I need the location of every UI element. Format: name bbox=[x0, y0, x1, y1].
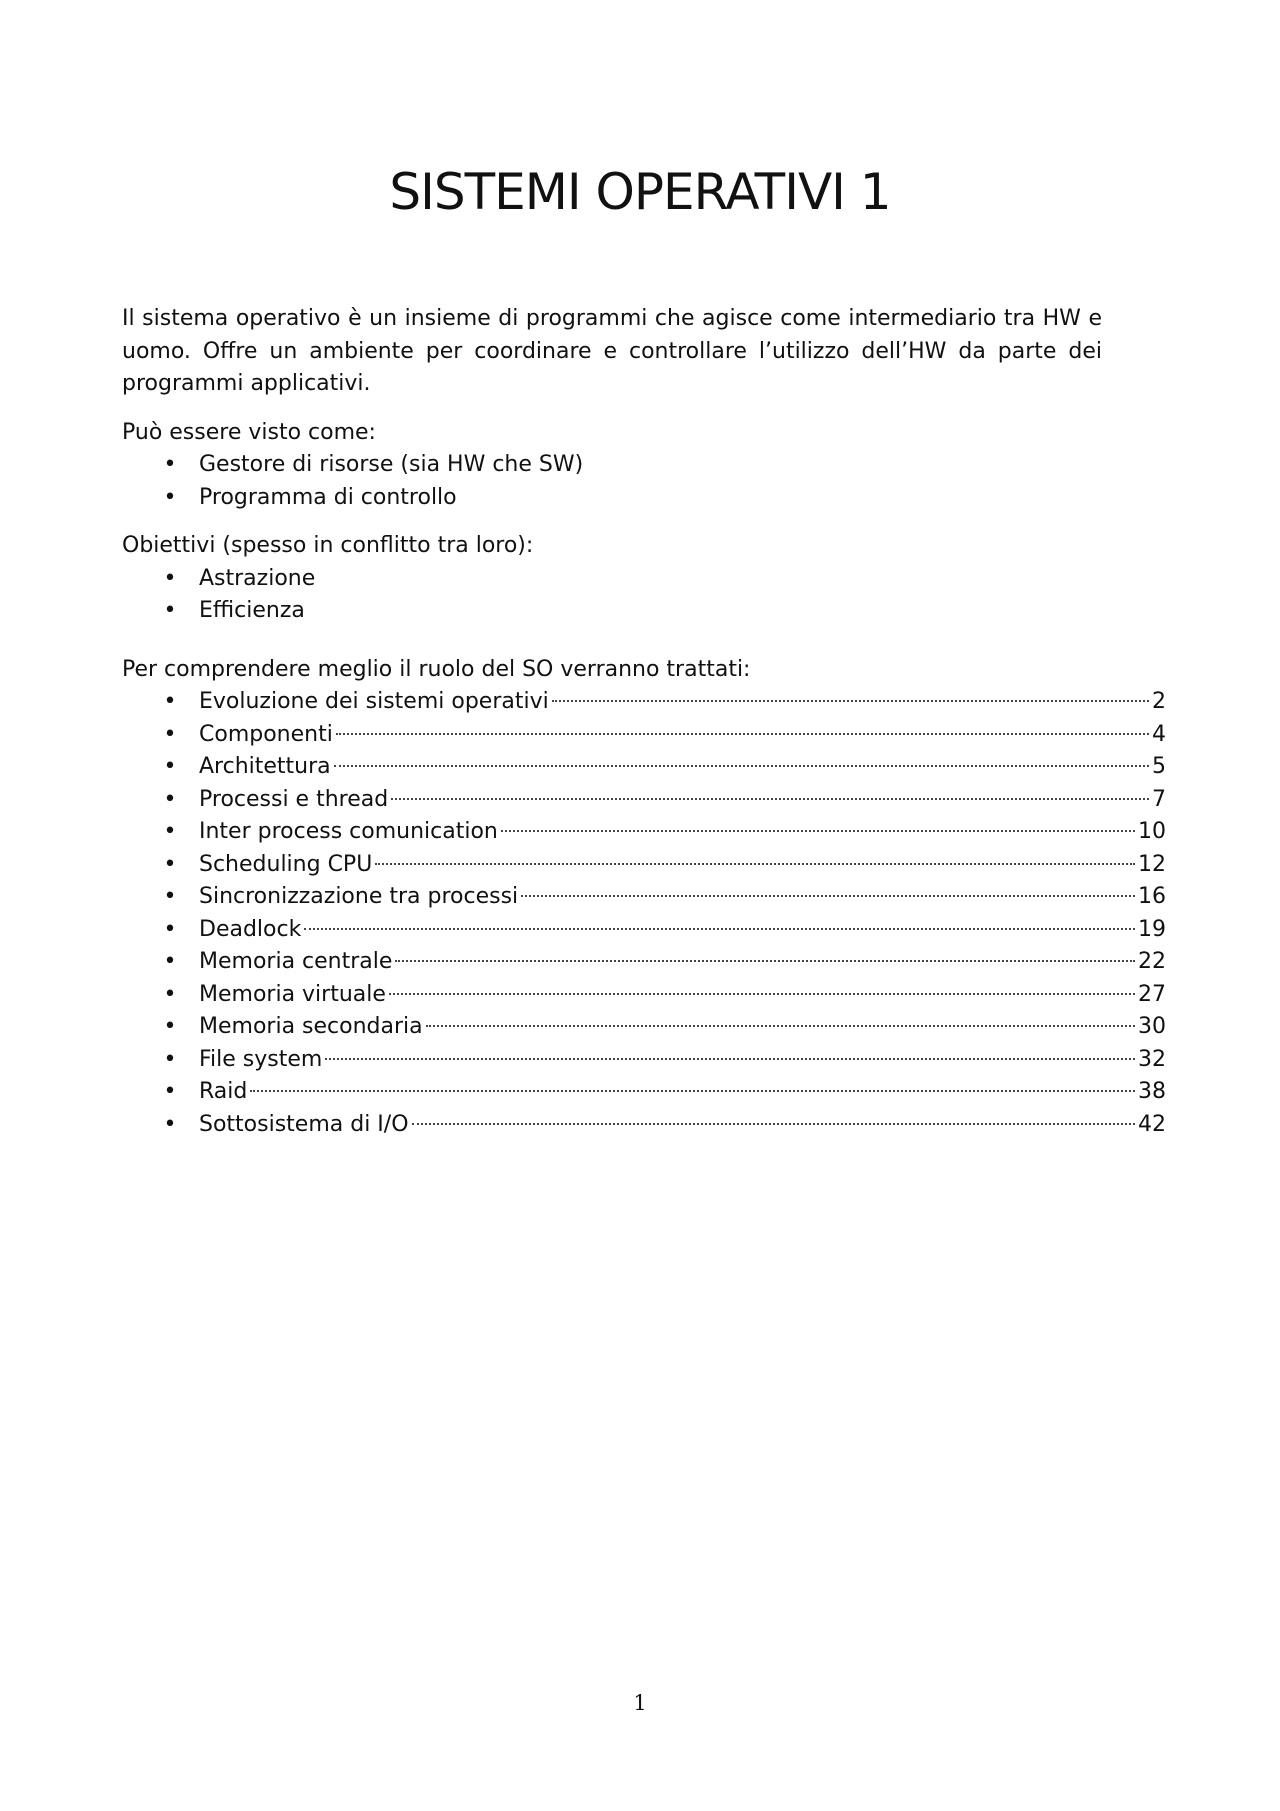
toc-dot-leader bbox=[412, 1123, 1135, 1125]
bullet-icon: • bbox=[163, 452, 177, 477]
bullet-icon: • bbox=[163, 1014, 177, 1039]
list-item bbox=[122, 563, 1166, 596]
toc-entry[interactable] bbox=[122, 881, 1166, 914]
intro-paragraph: Il sistema operativo è un insieme di programmi che agisce come intermediario tra HW e uomo. Offre un ambiente per coordinare e controllare l’utilizzo dell’HW da parte dei programmi applicativi. bbox=[122, 306, 1102, 396]
bullet-icon: • bbox=[163, 565, 177, 591]
toc-dot-leader bbox=[501, 830, 1135, 832]
toc-entry-page: 22 bbox=[1138, 949, 1166, 974]
toc-entry-page: 19 bbox=[1138, 916, 1166, 942]
toc-entry-page: 42 bbox=[1138, 1111, 1166, 1137]
bullet-icon: • bbox=[163, 981, 177, 1007]
toc-entry-title: Evoluzione dei sistemi operativi bbox=[199, 689, 549, 714]
toc-entry-page: 30 bbox=[1138, 1014, 1166, 1039]
views-label: Può essere visto come: bbox=[122, 419, 376, 445]
toc-label: Per comprendere meglio il ruolo del SO verranno trattati: bbox=[122, 656, 751, 682]
toc-entry-page: 27 bbox=[1138, 981, 1166, 1007]
toc-entry-page: 2 bbox=[1152, 689, 1166, 714]
bullet-icon: • bbox=[163, 884, 177, 909]
toc-entry-title: Memoria centrale bbox=[199, 949, 393, 974]
toc-entry-title: Memoria virtuale bbox=[199, 981, 386, 1007]
toc-entry[interactable] bbox=[122, 751, 1166, 784]
toc-dot-leader bbox=[250, 1090, 1135, 1092]
bullet-icon: • bbox=[163, 949, 177, 974]
page-title: SISTEMI OPERATIVI 1 bbox=[389, 163, 891, 221]
list-item-text: Astrazione bbox=[199, 565, 316, 591]
toc-entry[interactable] bbox=[122, 719, 1166, 752]
toc-dot-leader bbox=[304, 928, 1135, 930]
bullet-icon: • bbox=[163, 786, 177, 812]
toc-dot-leader bbox=[375, 863, 1135, 865]
toc-entry[interactable] bbox=[122, 914, 1166, 947]
list-item-text: Efficienza bbox=[199, 598, 305, 623]
toc-entry-title: Componenti bbox=[199, 721, 333, 747]
table-of-contents bbox=[122, 686, 1166, 1141]
toc-entry-title: Architettura bbox=[199, 754, 331, 779]
goals-list bbox=[122, 563, 1166, 628]
toc-entry[interactable] bbox=[122, 979, 1166, 1012]
toc-entry-page: 38 bbox=[1138, 1079, 1166, 1104]
toc-entry-page: 5 bbox=[1152, 754, 1166, 779]
list-item bbox=[122, 595, 1166, 628]
toc-entry-page: 16 bbox=[1138, 884, 1166, 909]
toc-entry[interactable] bbox=[122, 946, 1166, 979]
toc-entry[interactable] bbox=[122, 816, 1166, 849]
bullet-icon: • bbox=[163, 916, 177, 942]
list-item bbox=[122, 449, 1166, 482]
bullet-icon: • bbox=[163, 1046, 177, 1072]
bullet-icon: • bbox=[163, 1111, 177, 1137]
list-item-text: Gestore di risorse (sia HW che SW) bbox=[199, 452, 584, 477]
toc-entry-title: Raid bbox=[199, 1079, 248, 1104]
toc-entry[interactable] bbox=[122, 849, 1166, 882]
bullet-icon: • bbox=[163, 598, 177, 623]
toc-entry-title: Sottosistema di I/O bbox=[199, 1111, 409, 1137]
toc-entry[interactable] bbox=[122, 1044, 1166, 1077]
bullet-icon: • bbox=[163, 689, 177, 714]
page-number: 1 bbox=[633, 1691, 647, 1715]
toc-dot-leader bbox=[391, 798, 1149, 800]
toc-entry-title: Deadlock bbox=[199, 916, 302, 942]
toc-dot-leader bbox=[521, 895, 1135, 897]
toc-entry[interactable] bbox=[122, 1076, 1166, 1109]
toc-dot-leader bbox=[426, 1025, 1135, 1027]
document-body bbox=[122, 303, 1166, 1157]
bullet-icon: • bbox=[163, 484, 177, 510]
toc-entry-title: File system bbox=[199, 1046, 323, 1072]
bullet-icon: • bbox=[163, 721, 177, 747]
toc-entry-title: Scheduling CPU bbox=[199, 851, 373, 877]
toc-entry-title: Processi e thread bbox=[199, 786, 389, 812]
toc-entry[interactable] bbox=[122, 784, 1166, 817]
goals-label: Obiettivi (spesso in conflitto tra loro): bbox=[122, 533, 534, 558]
toc-entry-title: Memoria secondaria bbox=[199, 1014, 423, 1039]
toc-entry-page: 32 bbox=[1138, 1046, 1166, 1072]
toc-entry[interactable] bbox=[122, 686, 1166, 719]
toc-entry-title: Sincronizzazione tra processi bbox=[199, 884, 519, 909]
bullet-icon: • bbox=[163, 754, 177, 779]
toc-entry-page: 12 bbox=[1138, 851, 1166, 877]
toc-dot-leader bbox=[389, 993, 1135, 995]
toc-entry-page: 10 bbox=[1138, 819, 1166, 844]
toc-dot-leader bbox=[395, 960, 1135, 962]
toc-entry-title: Inter process comunication bbox=[199, 819, 498, 844]
bullet-icon: • bbox=[163, 851, 177, 877]
list-item-text: Programma di controllo bbox=[199, 484, 457, 510]
list-item bbox=[122, 482, 1166, 515]
views-list bbox=[122, 449, 1166, 514]
toc-entry-page: 4 bbox=[1152, 721, 1166, 747]
toc-dot-leader bbox=[334, 765, 1149, 767]
toc-entry[interactable] bbox=[122, 1011, 1166, 1044]
toc-entry[interactable] bbox=[122, 1109, 1166, 1142]
toc-dot-leader bbox=[552, 700, 1149, 702]
bullet-icon: • bbox=[163, 1079, 177, 1104]
toc-dot-leader bbox=[336, 733, 1149, 735]
bullet-icon: • bbox=[163, 819, 177, 844]
toc-entry-page: 7 bbox=[1152, 786, 1166, 812]
toc-dot-leader bbox=[325, 1058, 1135, 1060]
